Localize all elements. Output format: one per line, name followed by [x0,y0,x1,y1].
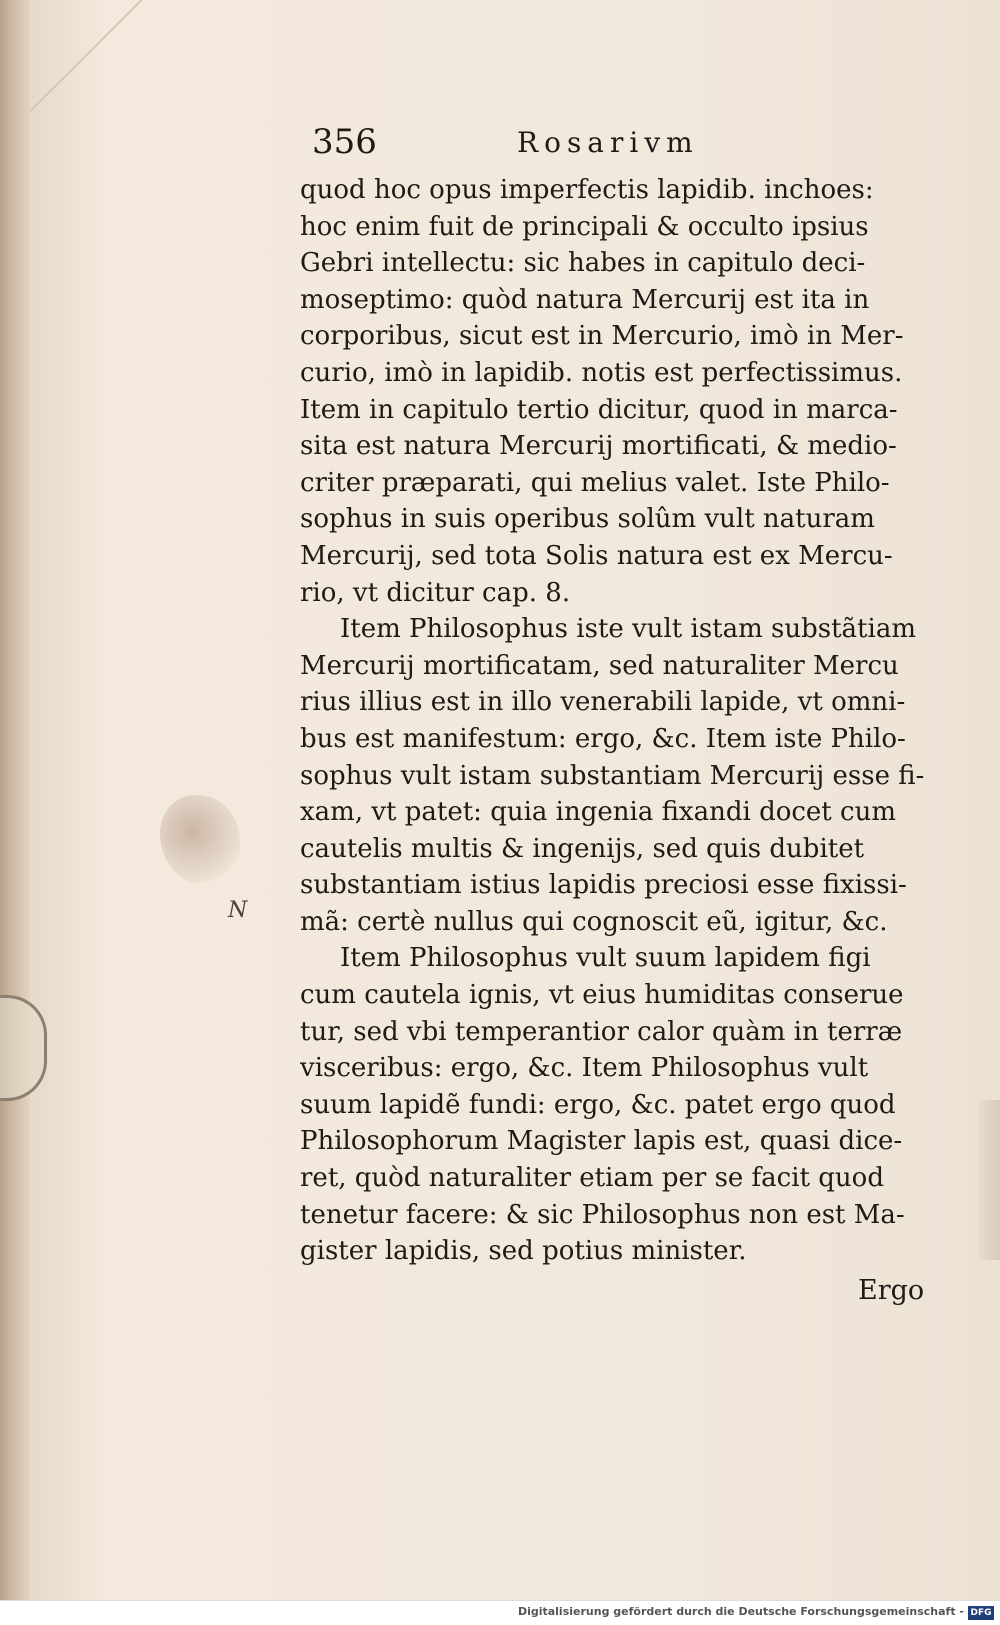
text-line: substantiam istius lapidis preciosi esse fixissi- [300,870,907,901]
text-line: Philosophorum Magister lapis est, quasi dice- [300,1126,903,1157]
text-line: sita est natura Mercurij mortificati, & medio- [300,431,897,462]
text-line: Mercurij, sed tota Solis natura est ex Mercu- [300,540,893,571]
margin-annotation: N [228,898,248,923]
text-line: cautelis multis & ingenijs, sed quis dubitet [300,833,865,864]
text-line: cum cautela ignis, vt eius humiditas conserue [300,980,904,1011]
text-line: Item Philosophus iste vult istam substãtiam [340,614,916,645]
facing-page-edge [978,1100,1000,1260]
text-line: rius illius est in illo venerabili lapide, vt omni- [300,687,906,718]
text-line: suum lapidẽ fundi: ergo, &c. patet ergo quod [300,1089,896,1120]
text-line: curio, imò in lapidib. notis est perfectissimus. [300,357,903,388]
text-line: quod hoc opus imperfectis lapidib. inchoes: [300,175,874,205]
catchword: Ergo [858,1275,925,1306]
text-line: bus est manifestum: ergo, &c. Item iste Philo- [300,723,906,754]
text-line: Item in capitulo tertio dicitur, quod in marca- [300,394,898,425]
text-line: gister lapidis, sed potius minister. [300,1236,747,1267]
text-line: ret, quòd naturaliter etiam per se facit quod [300,1163,884,1194]
text-line: Item Philosophus vult suum lapidem figi [340,943,871,974]
book-spine [0,0,30,1600]
body-text [300,172,940,1270]
text-line: moseptimo: quòd natura Mercurij est ita in [300,284,870,315]
digitization-footer [0,1600,1000,1625]
text-line: Gebri intellectu: sic habes in capitulo deci- [300,248,866,279]
running-title: Rosarivm [517,126,699,159]
page-number: 356 [312,122,377,162]
text-line: Mercurij mortificatam, sed naturaliter Mercu [300,650,899,681]
dfg-logo: DFG [968,1606,994,1620]
text-line: tenetur facere: & sic Philosophus non est Ma- [300,1199,905,1230]
text-line: hoc enim fuit de principali & occulto ipsius [300,211,869,242]
text-line: sophus in suis operibus solûm vult naturam [300,504,875,535]
text-line: rio, vt dicitur cap. 8. [300,577,571,608]
funding-credit: Digitalisierung gefördert durch die Deutsche Forschungsgemeinschaft - [517,1605,964,1618]
text-line: sophus vult istam substantiam Mercurij esse fi- [300,760,925,791]
text-line: visceribus: ergo, &c. Item Philosophus vult [300,1053,869,1084]
running-head [312,122,832,162]
text-line: xam, vt patet: quia ingenia fixandi docet cum [300,797,896,828]
text-line: mã: certè nullus qui cognoscit eũ, igitur, &c. [300,906,888,937]
text-line: criter præparati, qui melius valet. Iste Philo- [300,467,890,498]
text-line: tur, sed vbi temperantior calor quàm in terræ [300,1016,903,1047]
text-line: corporibus, sicut est in Mercurio, imò in Mer- [300,321,904,352]
